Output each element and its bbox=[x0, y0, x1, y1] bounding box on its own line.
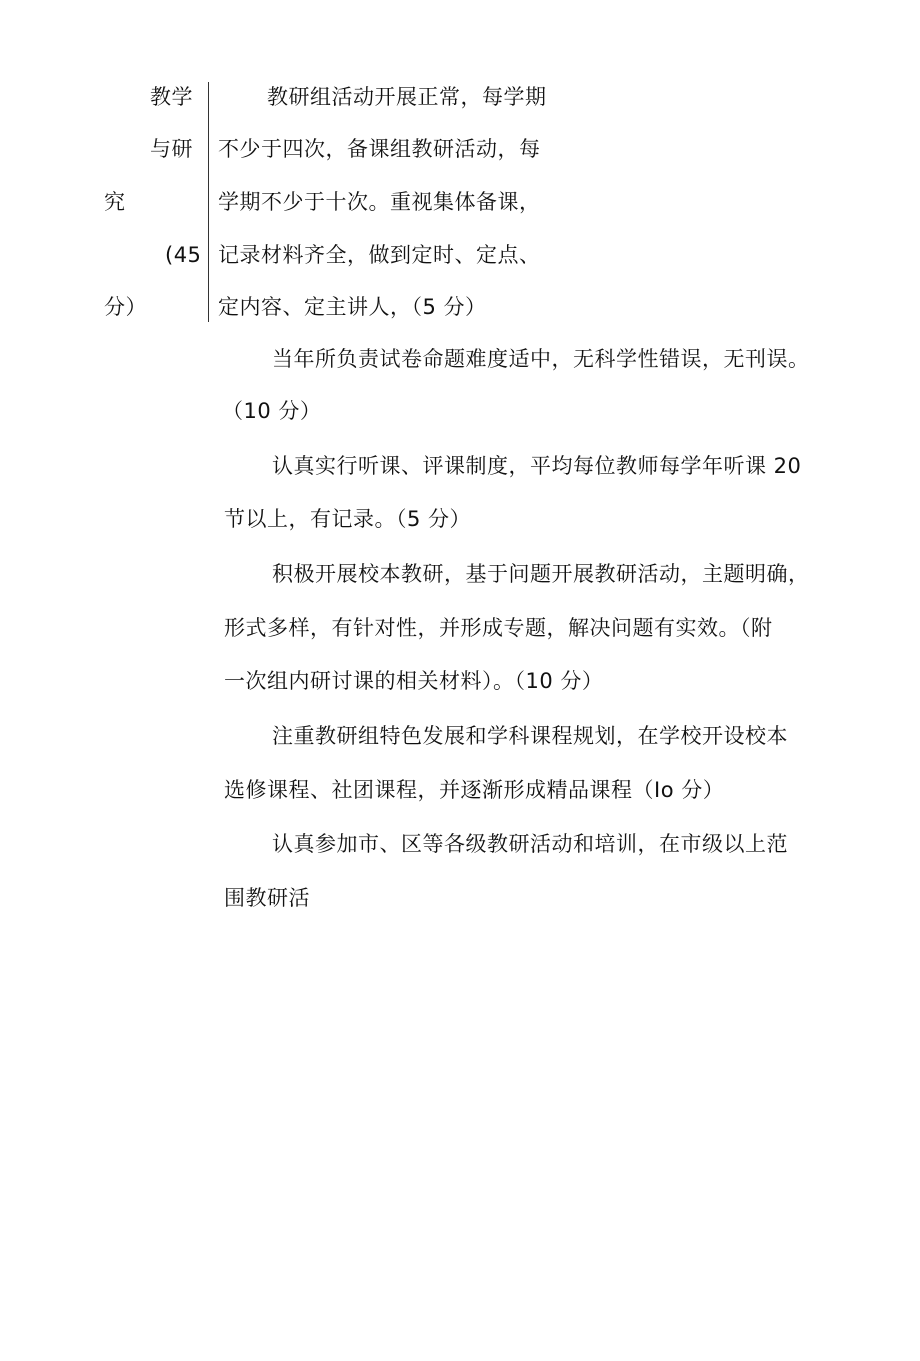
criterion-text-line1: 教研组活动开展正常，每学期 bbox=[267, 85, 547, 109]
paragraph-1-line2: （10 分） bbox=[222, 399, 322, 423]
table-divider bbox=[208, 82, 209, 322]
paragraph-5-line2: 围教研活 bbox=[224, 886, 310, 910]
paragraph-1-line1: 当年所负责试卷命题难度适中，无科学性错误，无刊误。 bbox=[272, 347, 810, 371]
category-label-line2: 与研 bbox=[150, 137, 193, 161]
category-score-line5: 分） bbox=[104, 295, 147, 319]
paragraph-3-line2: 形式多样，有针对性，并形成专题，解决问题有实效。（附 bbox=[224, 616, 773, 640]
paragraph-2-line2: 节以上，有记录。（5 分） bbox=[224, 507, 472, 531]
category-label-line1: 教学 bbox=[150, 85, 193, 109]
criterion-text-line4: 记录材料齐全，做到定时、定点、 bbox=[218, 243, 541, 267]
criterion-text-line3: 学期不少于十次。重视集体备课， bbox=[218, 190, 541, 214]
paragraph-3-line1: 积极开展校本教研，基于问题开展教研活动，主题明确， bbox=[272, 562, 810, 586]
criterion-text-line2: 不少于四次，备课组教研活动，每 bbox=[218, 137, 541, 161]
category-score-line4: (45 bbox=[165, 243, 202, 267]
paragraph-4-line1: 注重教研组特色发展和学科课程规划，在学校开设校本 bbox=[272, 724, 788, 748]
paragraph-4-line2: 选修课程、社团课程，并逐渐形成精品课程（Io 分） bbox=[224, 778, 725, 802]
category-label-line3: 究 bbox=[104, 190, 126, 214]
criterion-text-line5: 定内容、定主讲人，（5 分） bbox=[218, 295, 487, 319]
paragraph-3-line3: 一次组内研讨课的相关材料）。（10 分） bbox=[224, 669, 604, 693]
paragraph-5-line1: 认真参加市、区等各级教研活动和培训，在市级以上范 bbox=[272, 832, 788, 856]
paragraph-2-line1: 认真实行听课、评课制度，平均每位教师每学年听课 20 bbox=[272, 454, 802, 478]
